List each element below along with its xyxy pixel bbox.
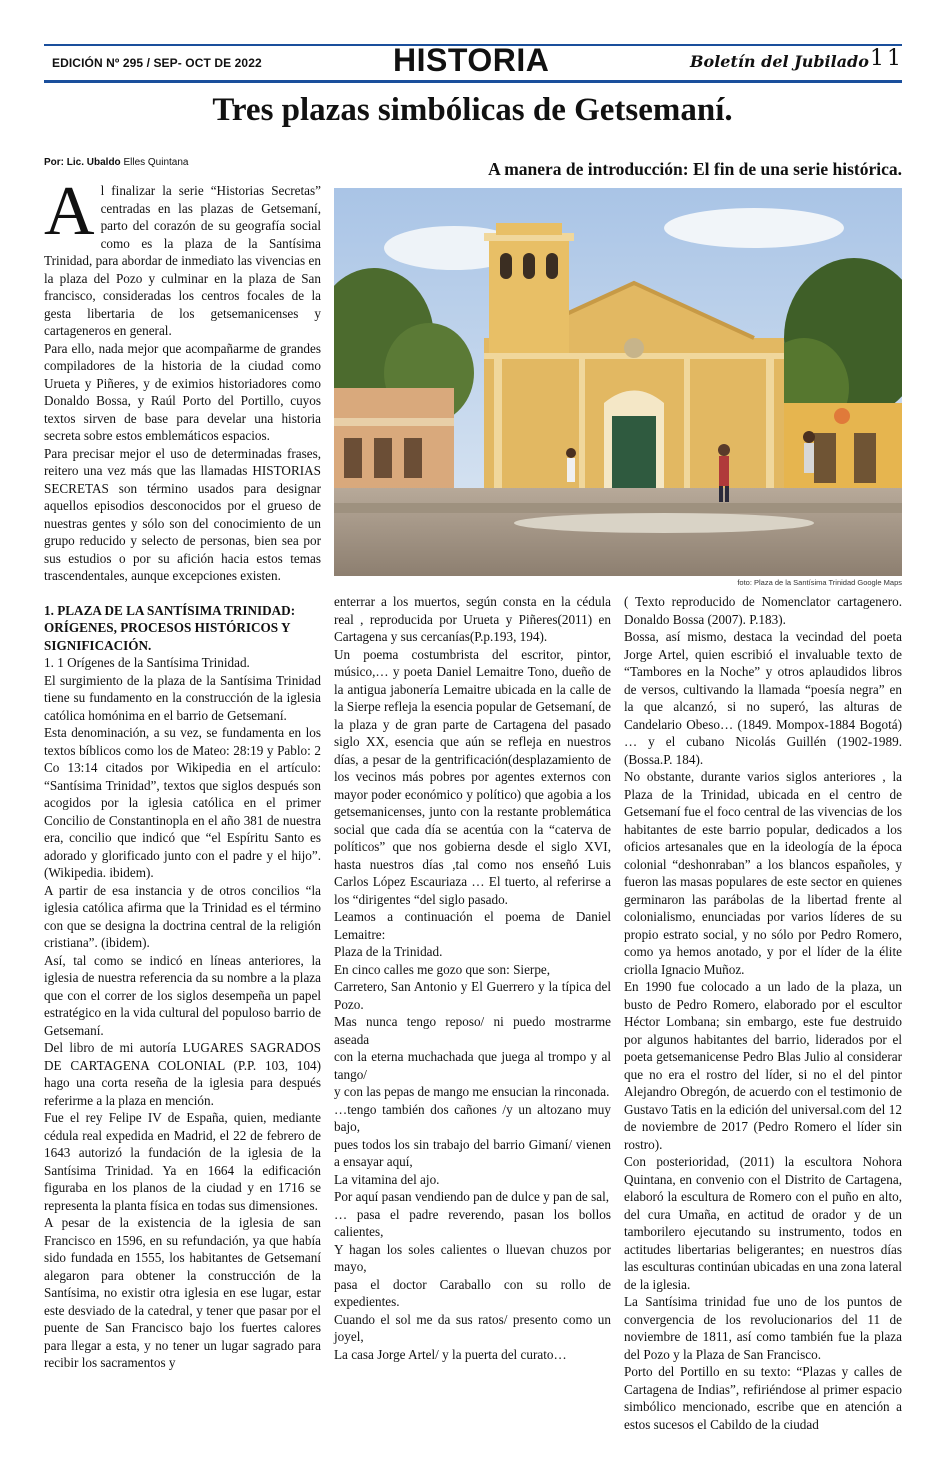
poem-title: Plaza de la Trinidad.: [334, 944, 443, 959]
poem-line: Por aquí pasan vendiendo pan de dulce y pan de sal,: [334, 1189, 610, 1204]
paragraph: Del libro de mi autoría LUGARES SAGRADOS DE CARTAGENA COLONIAL (P.P. 103, 104) hago una corta reseña de la iglesia para después referirme a la plaza en mención.: [44, 1040, 321, 1108]
paragraph: Fue el rey Felipe IV de España, quien, mediante cédula real expedida en Madrid, el 22 de febrero de 1643 autorizó la fundación de la iglesia de la Santísima Trinidad. Ya en 1664 la edificación figuraba en los planos de la ciudad y en 1716 se representa la planta física en todas sus dimensiones.: [44, 1110, 321, 1213]
poem-line: y con las pepas de mango me ensucian la rinconada.: [334, 1084, 610, 1099]
poem-line: La casa Jorge Artel/ y la puerta del curato…: [334, 1346, 567, 1362]
poem-line: Carretero, San Antonio y El Guerrero y la típica del Pozo.: [334, 979, 611, 1012]
article-title: Tres plazas simbólicas de Getsemaní.: [212, 92, 733, 128]
poem-line: con la eterna muchachada que juega al trompo y al tango/: [334, 1049, 611, 1082]
poem-line: …tengo también dos cañones /y un altozano muy bajo,: [334, 1101, 611, 1134]
edition-label: EDICIÓN Nº 295 / SEP- OCT DE 2022: [52, 56, 262, 70]
paragraph: l finalizar la serie “Historias Secretas” centradas en las plazas de Getsemaní, parto del corazón de su geografía social como es la plaza de la Santísima Trinidad, para abordar de inmediato las vivencias en la plaza del Pozo y culminar en la plaza de San francisco, consideradas los centros focales de la gesta libertaria de los getsemanicenses y cartageneros en general.: [44, 183, 321, 338]
paragraph: Porto del Portillo en su texto: “Plazas y calles de Cartagena de Indias”, refiriéndose al primer espacio simbólico mencionado, escribe que en atención a estos sucesos el Cabildo de la ciudad: [624, 1364, 902, 1432]
photo-caption: foto: Plaza de la Santísima Trinidad Google Maps: [737, 578, 902, 587]
section-heading: 1. PLAZA DE LA SANTÍSIMA TRINIDAD: ORÍGENES, PROCESOS HISTÓRICOS Y SIGNIFICACIÓN.: [44, 602, 296, 653]
paragraph: Leamos a continuación el poema de Daniel Lemaitre:: [334, 909, 611, 942]
church-photo: [334, 188, 902, 576]
paragraph: ( Texto reproducido de Nomenclator cartagenero. Donaldo Bossa (2007). P.183).: [624, 594, 902, 627]
page-number: 11: [870, 46, 904, 71]
poem-line: Cuando el sol me da sus ratos/ presento como un joyel,: [334, 1311, 611, 1344]
poem-line: … pasa el padre reverendo, pasan los bollos calientes,: [334, 1206, 611, 1239]
drop-cap: A: [44, 173, 95, 250]
column-2: [334, 593, 611, 1363]
paragraph: Esta denominación, a su vez, se fundamenta en los textos bíblicos como los de Mateo: 28:19 y Pablo: 2 Co 13:14 citados por Wikipedia en el artículo: “Santísima Trinidad”, textos que siglos después son acogidos por la iglesia católica en el primer Concilio de Constantinopla en el año 381 de nuestra era, concilio que indicó que “el Espíritu Santo es adorado y glorificado junto con el padre y el hijo”. (Wikipedia. ibidem).: [44, 725, 321, 880]
header-bottom-rule: [44, 80, 902, 83]
paragraph: Bossa, así mismo, destaca la vecindad del poeta Jorge Artel, quien escribió el invaluable texto de “Tambores en la Noche” y otros aplaudidos libros de versos, cultivando la llamada “poesía negra” en la que alcanzó, si no superó, las alturas de Candelario Obeso… (1849. Mompox-1884 Bogotá) … y el cubano Nicolás Guillén (1902-1989. (Bossa.P. 184).: [624, 629, 902, 767]
paragraph: A partir de esa instancia y de otros concilios “la iglesia católica afirma que la Trinidad es el término con que se designa la doctrina central de la religión cristiana”. (ibidem).: [44, 882, 321, 950]
section-title: HISTORIA: [393, 42, 550, 78]
paragraph: Para ello, nada mejor que acompañarme de grandes compiladores de la historia de la ciudad como Urueta y Piñeres, y de eximios historiadores como Donaldo Bossa, y Raúl Porto del Portillo, cuyos textos sirven de base para develar una historia secreta sobre estos emblemáticos espacios.: [44, 340, 321, 443]
poem-line: Mas nunca tengo reposo/ ni puedo mostrarme aseada: [334, 1014, 611, 1047]
paragraph: No obstante, durante varios siglos anteriores , la Plaza de la Trinidad, ubicada en el centro de Getsemaní fue el foco central de las vivencias de los habitantes de este barrio popular, dedicados a los oficios artesanales que en la ideología de la época colonial “deshonraban” a los blancos españoles, y fueron las masas populares de este sector en quienes germinaron las parábolas de la libertad frente al colonialismo, enunciadas por varios líderes de su propio estrato social, y no sólo por Pedro Romero, como ya hemos anotado, y por el líder de la élite criolla Ignacio Muñoz.: [624, 769, 902, 977]
paragraph: El surgimiento de la plaza de la Santísima Trinidad tiene su fundamento en la construcción de la iglesia católica homónima en el barrio de Getsemaní.: [44, 672, 321, 723]
byline: [44, 157, 189, 168]
paragraph: La Santísima trinidad fue uno de los puntos de convergencia de los revolucionarios del 11 de noviembre de 1811, así como también fue la plaza del Pozo y la Plaza de San Francisco.: [624, 1294, 902, 1362]
paragraph: Con posterioridad, (2011) la escultora Nohora Quintana, en convenio con el Distrito de Cartagena, elaboró la escultura de Romero con el puño en alto, del cura Umaña, en actitud de orador y de un tamborilero ejecutando su instrumento, todos en actitudes libertarias beligerantes; en nuestros días las esculturas continúan ubicadas en una zona lateral de la iglesia.: [624, 1154, 902, 1292]
paragraph: Un poema costumbrista del escritor, pintor, músico,… y poeta Daniel Lemaitre Tono, dueño de la antigua jabonería Lemaitre ubicada en la calle de la Sierpe refleja la esencia popular de Getsemaní, de la plaza y de gran parte de Cartagena del pasado siglo XX, esencia que aún se refleja en nuestros días, a pesar de la gentrificación(desplazamiento de los vecinos más pobres por agentes externos con mayor poder económico y político) que agobia a los getsemanicenses, junto con la restante problemática social que cada día se acentúa con la “caterva de políticos” que nos gobierna desde el siglo XVI, hasta nuestros días ,tal como nos enseñó Luis Carlos López Escauriaza … El tuerto, al referirse a los “dirigentes “del siglo pasado.: [334, 646, 611, 907]
article-subhead: A manera de introducción: El fin de una serie histórica.: [488, 159, 902, 179]
paragraph: A pesar de la existencia de la iglesia de san Francisco en 1596, en su refundación, ya que había sido fundada en 1555, los habitantes de Getsemaní alegaron para obtener la construcción de la Santísima, no existir otra iglesia en ese lugar, estar este desviado de la catedral, y tener que pasar por el puente de San Francisco bajo los fuertes calores para llegar a esta, y no tener un lugar sagrado para recibir los sacramentos y: [44, 1215, 321, 1370]
paragraph: Para precisar mejor el uso de determinadas frases, reitero una vez más que las llamadas HISTORIAS SECRETAS son término usados para designar aquellos episodios desconocidos por el grueso de nuestras gentes y sólo son del conocimiento de un grupo reducido y selecto de personas, bien sea por sus estudios o por su afición hacia estos temas trascendentales, aunque excepciones existen.: [44, 445, 321, 583]
subsection-heading: 1. 1 Orígenes de la Santísima Trinidad.: [44, 655, 250, 670]
byline-prefix: Por: Lic. Ubaldo: [44, 157, 121, 168]
paragraph: enterrar a los muertos, según consta en la cédula real , reproducida por Urueta y Piñeres(2011) en Cartagena y sus cercanías(P.p.193, 194).: [334, 594, 611, 644]
poem-line: pues todos los sin trabajo del barrio Gimaní/ vienen a ensayar aquí,: [334, 1136, 611, 1169]
column-3: [624, 593, 902, 1433]
column-1: [44, 173, 321, 1372]
poem-line: pasa el doctor Caraballo con su rollo de expedientes.: [334, 1276, 611, 1309]
paragraph: En 1990 fue colocado a un lado de la plaza, un busto de Pedro Romero, elaborado por el escultor Héctor Lombana; sin embargo, este fue destruido por algunos habitantes del barrio, liderados por el poeta getsemanicense Pedro Blas Julio al considerar que no era el rostro del líder, si no el del pintor Alejandro Obregón, de acuerdo con el testimonio de Gustavo Tatis en la edición del universal.com del 12 de noviembre de 2017 (Pedro Romero el líder sin rostro).: [624, 979, 902, 1152]
paragraph: Así, tal como se indicó en líneas anteriores, la iglesia de nuestra referencia da su nombre a la plaza que con el correr de los siglos desempeña un papel estratégico en la vida cultural del populoso barrio de Getsemaní.: [44, 952, 321, 1038]
poem-line: La vitamina del ajo.: [334, 1171, 440, 1187]
poem-line: Y hagan los soles calientes o lluevan chuzos por mayo,: [334, 1241, 611, 1274]
byline-name: Elles Quintana: [123, 157, 189, 168]
poem-line: En cinco calles me gozo que son: Sierpe,: [334, 961, 551, 977]
publication-name: Boletín del Jubilado: [690, 52, 869, 71]
